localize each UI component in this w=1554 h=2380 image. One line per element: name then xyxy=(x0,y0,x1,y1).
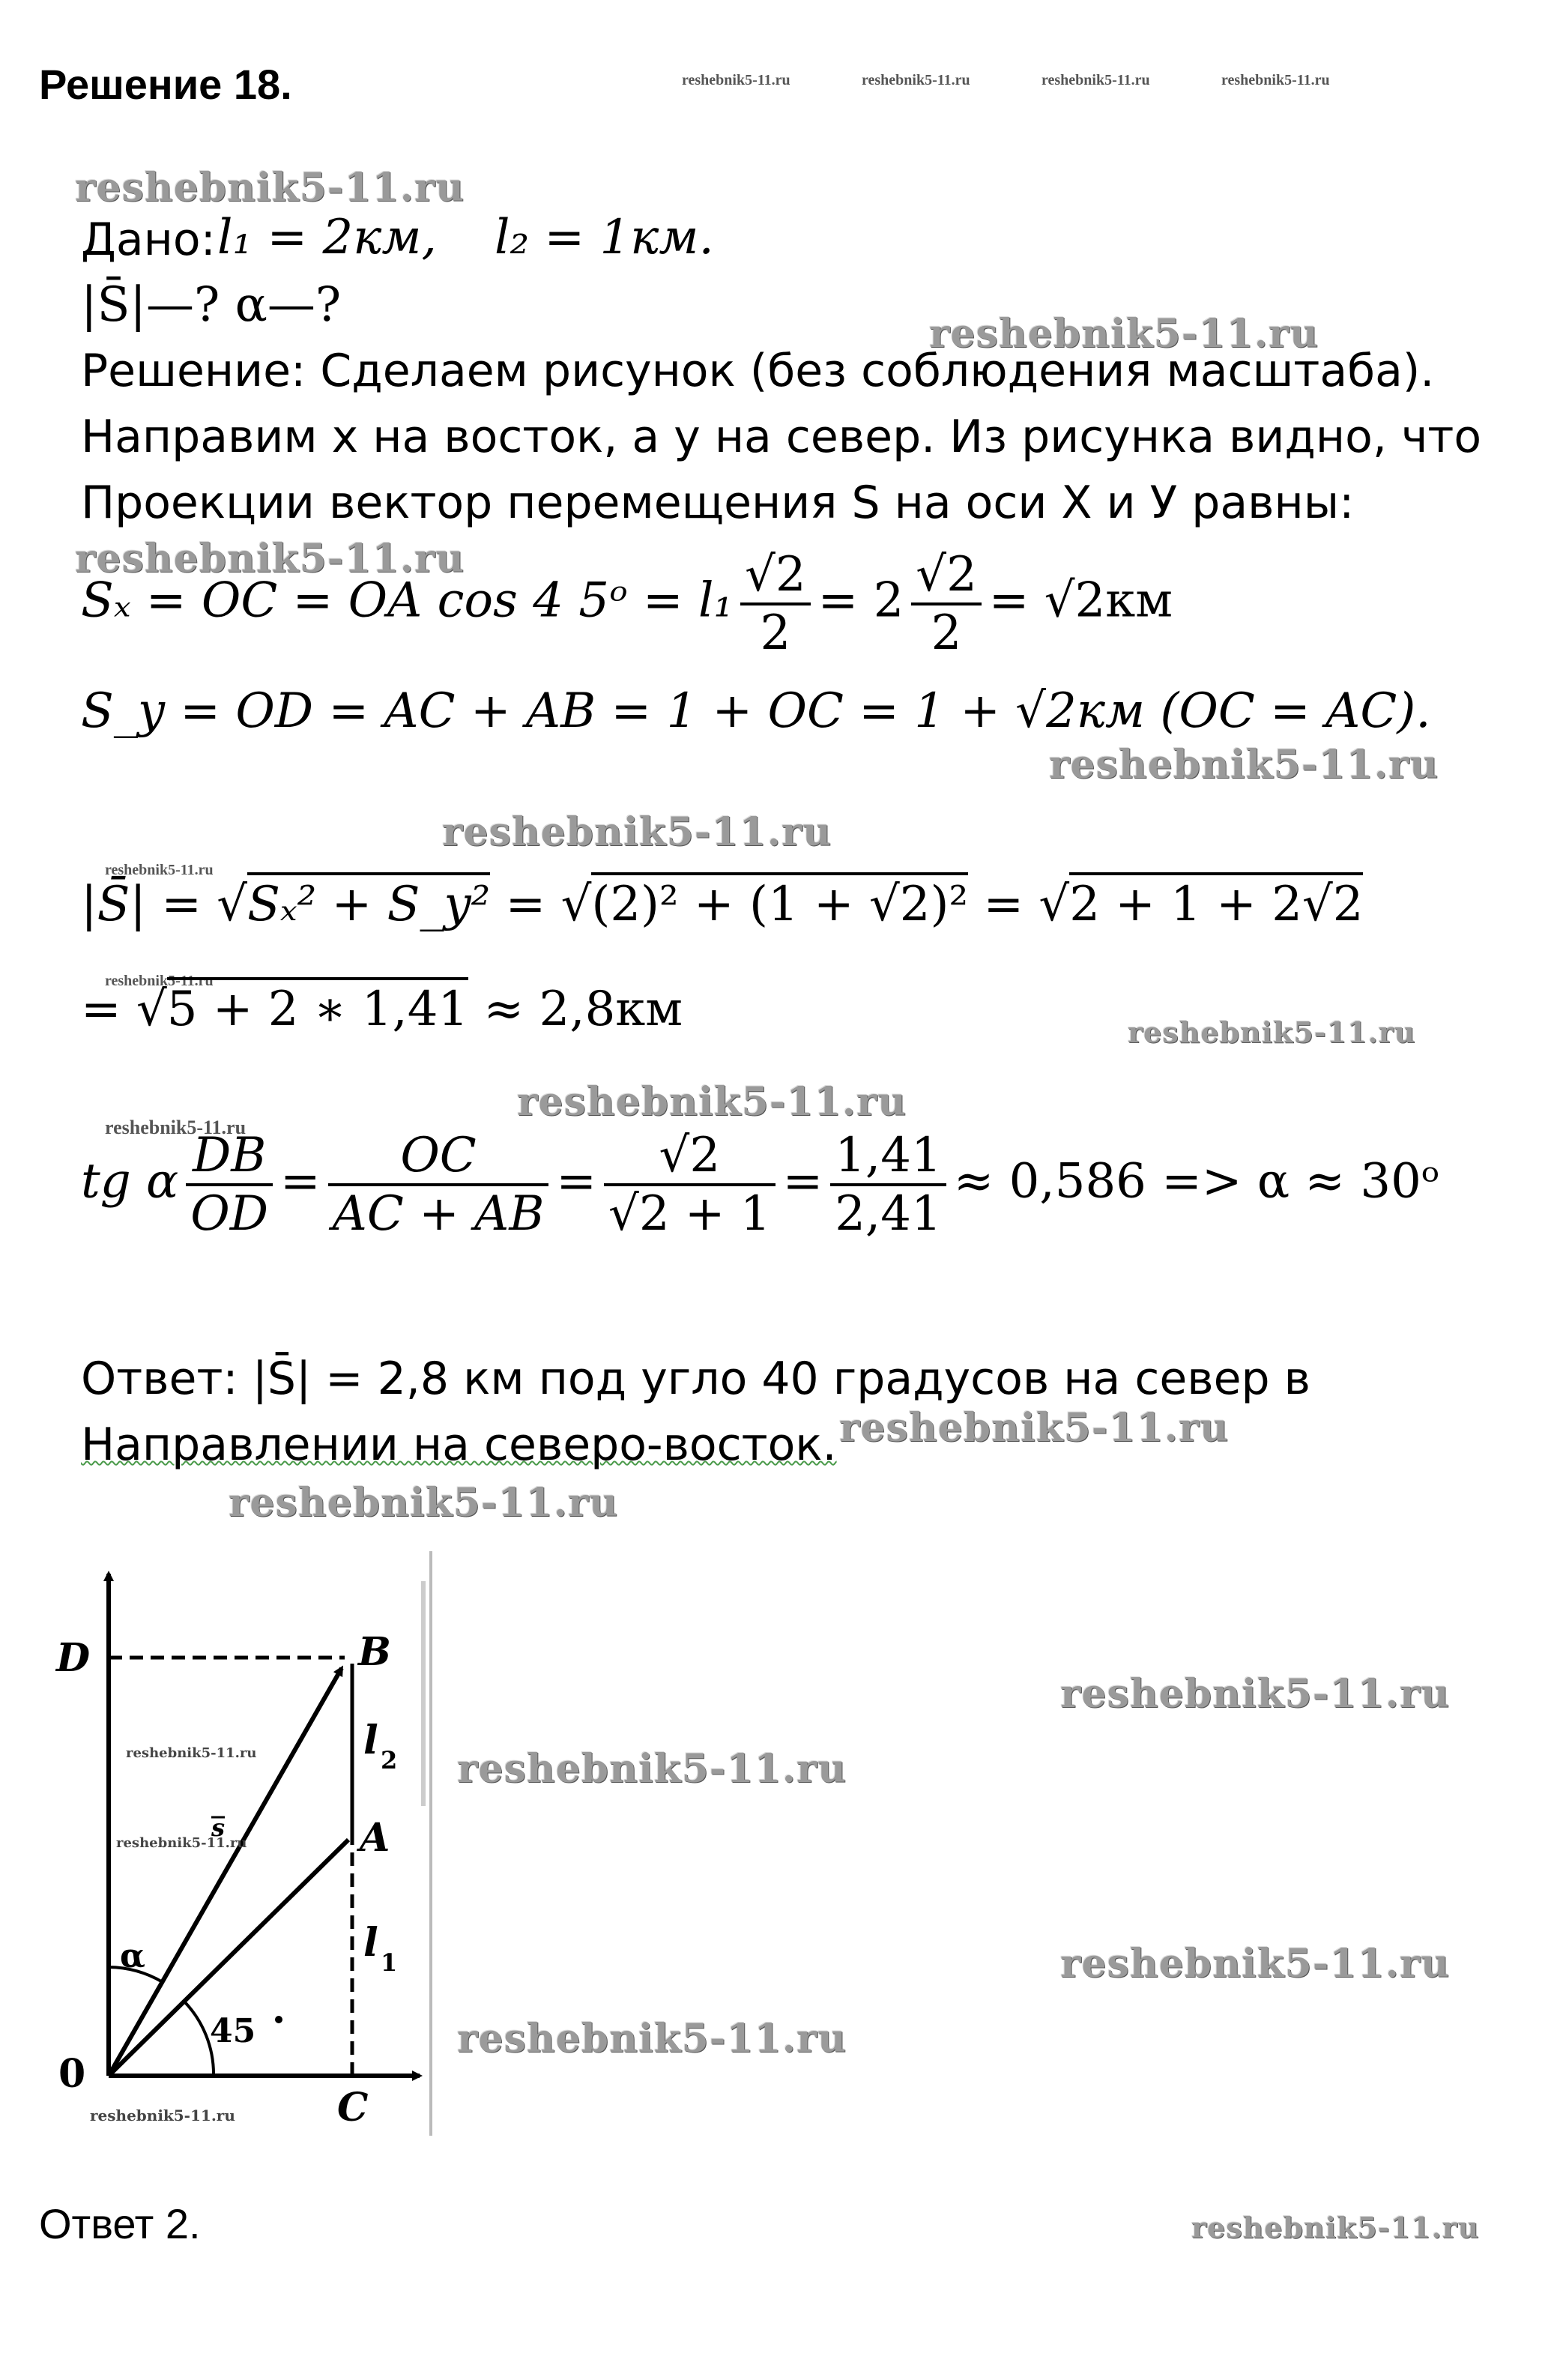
fraction-numerator: 1,41 xyxy=(830,1128,946,1186)
watermark: reshebnik5-11.ru xyxy=(1041,72,1150,88)
watermark: reshebnik5-11.ru xyxy=(1049,742,1439,788)
fraction-numerator: OC xyxy=(328,1128,549,1186)
watermark: reshebnik5-11.ru xyxy=(1128,1015,1416,1049)
s-radicand-2: (2)² + (1 + √2)² xyxy=(591,872,968,932)
fraction-denominator: AC + AB xyxy=(332,1186,545,1242)
fraction-numerator: √2 xyxy=(604,1128,776,1186)
answer-line-2 xyxy=(81,1419,837,1471)
watermark: reshebnik5-11.ru xyxy=(105,973,214,989)
watermark: reshebnik5-11.ru xyxy=(457,1746,847,1792)
final-answer: Ответ 2. xyxy=(39,2200,201,2247)
tg-eq-3: = xyxy=(782,1153,823,1209)
fraction-denominator: 2,41 xyxy=(835,1186,942,1242)
sx-rhs: = √2км xyxy=(988,573,1173,629)
equation-tg-alpha xyxy=(81,1128,1439,1242)
equation-s-magnitude xyxy=(81,877,1363,932)
vector-diagram xyxy=(45,1551,465,2136)
given-label: Дано: xyxy=(81,214,216,266)
tg-fraction-4 xyxy=(830,1128,946,1242)
watermark: reshebnik5-11.ru xyxy=(457,2016,847,2062)
tg-fraction-3 xyxy=(604,1128,776,1242)
s-eq-2: = √ xyxy=(983,877,1070,932)
fraction-numerator: √2 xyxy=(911,547,982,605)
fraction-numerator: DB xyxy=(186,1128,273,1186)
answer-line-2-text: Направлении на северо-восток. xyxy=(81,1419,837,1471)
watermark: reshebnik5-11.ru xyxy=(90,2106,235,2124)
watermark: reshebnik5-11.ru xyxy=(75,536,465,582)
s-radicand-1: Sₓ² + S_y² xyxy=(247,872,490,932)
watermark: reshebnik5-11.ru xyxy=(1060,1671,1451,1717)
watermark: reshebnik5-11.ru xyxy=(517,1079,907,1125)
watermark: reshebnik5-11.ru xyxy=(105,862,214,878)
answer-line-1: Ответ: |S̄| = 2,8 км под угло 40 градусов на север в xyxy=(81,1353,1311,1405)
equation-sx xyxy=(81,547,1173,661)
watermark: reshebnik5-11.ru xyxy=(682,72,790,88)
equation-s-result xyxy=(81,982,683,1037)
label-a: A xyxy=(360,1815,390,1861)
label-45: 45 xyxy=(210,2012,256,2050)
equation-sy: S_y = OD = AC + AB = 1 + OC = 1 + √2км (OC = AC). xyxy=(81,683,1431,739)
s-lhs: |S̄| = √ xyxy=(81,877,248,932)
given-l1: l₁ = 2км, xyxy=(217,210,437,265)
fraction-numerator: √2 xyxy=(740,547,811,605)
label-alpha: α xyxy=(120,1937,145,1975)
s2-rhs: ≈ 2,8км xyxy=(483,982,683,1037)
watermark: reshebnik5-11.ru xyxy=(126,1745,257,1761)
s2-radicand: 5 + 2 ∗ 1,41 xyxy=(167,977,468,1037)
page-title: Решение 18. xyxy=(39,61,292,108)
s-radicand-3: 2 + 1 + 2√2 xyxy=(1069,872,1363,932)
angle-45-arc xyxy=(184,2001,214,2076)
watermark: reshebnik5-11.ru xyxy=(229,1480,619,1526)
watermark: reshebnik5-11.ru xyxy=(929,311,1319,357)
tg-fraction-2 xyxy=(328,1128,549,1242)
fraction-denominator: 2 xyxy=(931,605,962,661)
s2-lhs: = √ xyxy=(81,982,167,1037)
watermark: reshebnik5-11.ru xyxy=(1221,72,1330,88)
watermark: reshebnik5-11.ru xyxy=(1060,1941,1451,1987)
fraction-denominator: OD xyxy=(190,1186,269,1242)
tg-fraction-1 xyxy=(186,1128,273,1242)
given-l2: l₂ = 1км. xyxy=(495,210,714,265)
label-l1: l xyxy=(363,1920,378,1966)
fraction-denominator: 2 xyxy=(760,605,791,661)
watermark: reshebnik5-11.ru xyxy=(116,1835,247,1851)
s-eq-1: = √ xyxy=(505,877,592,932)
label-l2-sub: 2 xyxy=(381,1746,398,1775)
solution-line-1: Решение: Сделаем рисунок (без соблюдения масштаба). xyxy=(81,345,1435,397)
tg-eq-1: = xyxy=(280,1153,321,1209)
sx-fraction-1 xyxy=(740,547,811,661)
watermark: reshebnik5-11.ru xyxy=(442,809,832,855)
degree-dot xyxy=(275,2016,282,2023)
label-d: D xyxy=(56,1635,91,1681)
tg-eq-2: = xyxy=(556,1153,597,1209)
fraction-denominator: √2 + 1 xyxy=(608,1186,771,1242)
solution-line-2: Направим х на восток, а у на север. Из рисунка видно, что xyxy=(81,411,1482,463)
sx-fraction-2 xyxy=(911,547,982,661)
watermark: reshebnik5-11.ru xyxy=(75,165,465,211)
label-c: C xyxy=(337,2085,369,2130)
watermark: reshebnik5-11.ru xyxy=(105,1117,247,1138)
tg-lhs: tg α xyxy=(81,1153,179,1209)
sx-lhs: Sₓ = OC = OA cos 4 5ᵒ = l₁ xyxy=(81,573,734,629)
label-o: 0 xyxy=(58,2051,86,2097)
label-b: B xyxy=(358,1629,391,1675)
watermark: reshebnik5-11.ru xyxy=(839,1405,1230,1451)
watermark: reshebnik5-11.ru xyxy=(862,72,970,88)
label-l1-sub: 1 xyxy=(381,1948,398,1977)
watermark: reshebnik5-11.ru xyxy=(1191,2211,1480,2244)
tg-rhs: ≈ 0,586 => α ≈ 30ᵒ xyxy=(953,1153,1440,1209)
sx-mid: = 2 xyxy=(817,573,904,629)
given-find: |S̄|—? α—? xyxy=(81,277,342,333)
solution-line-3: Проекции вектор перемещения S на оси X и У равны: xyxy=(81,477,1355,529)
label-l2: l xyxy=(363,1718,378,1763)
label-s: s xyxy=(211,1813,226,1842)
